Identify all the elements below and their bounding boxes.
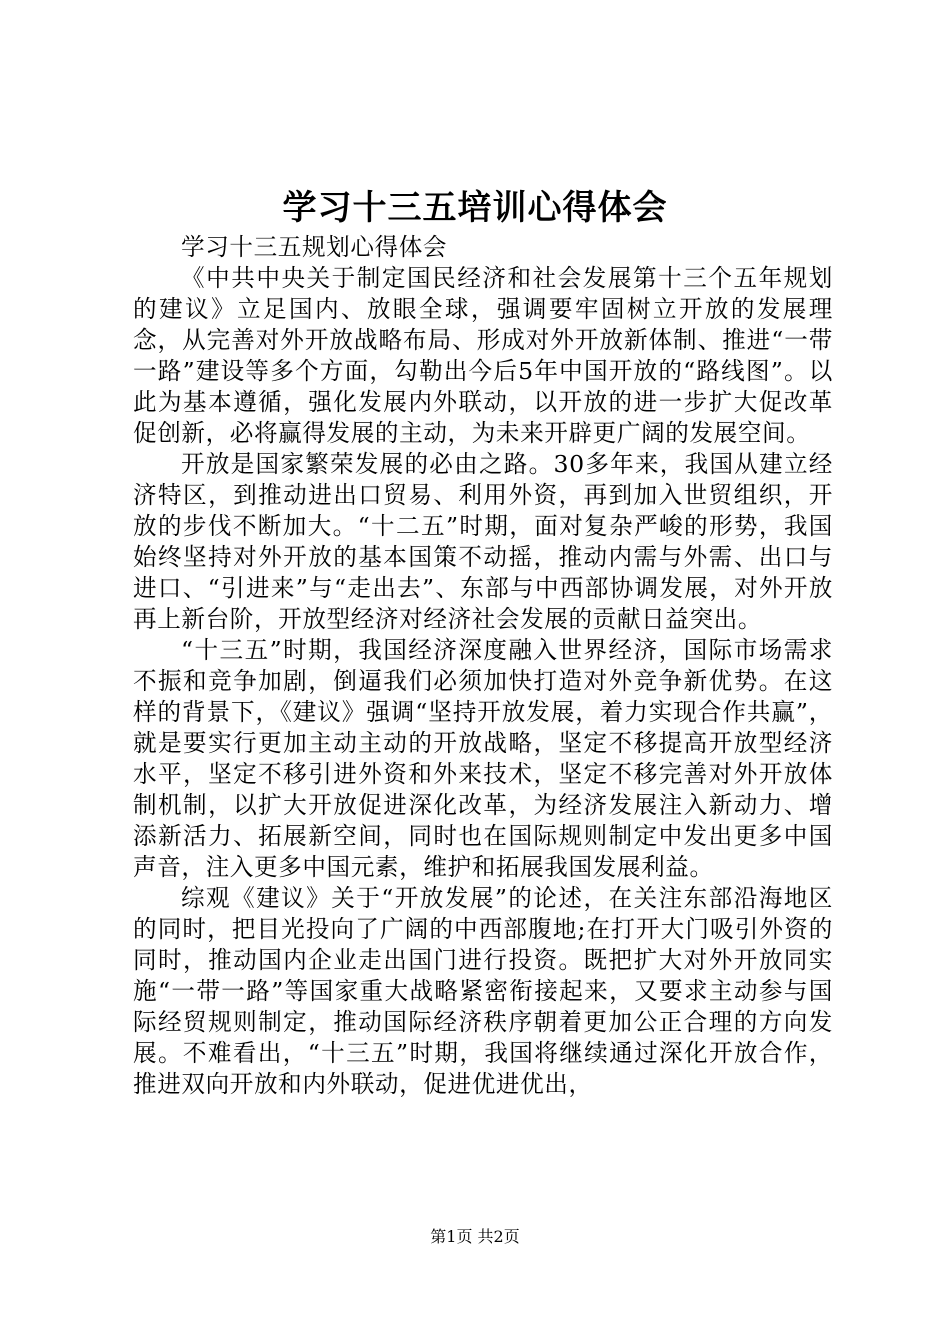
document-body: [133, 232, 833, 1100]
subtitle-paragraph: 学习十三五规划心得体会: [181, 233, 448, 261]
body-paragraph: “十三五”时期，我国经济深度融入世界经济，国际市场需求不振和竞争加剧，倒逼我们必须加快打造对外竞争新优势。在这样的背景下，《建议》强调“坚持开放发展，着力实现合作共赢”，就是要实行更加主动主动的开放战略，坚定不移提高开放型经济水平，坚定不移引进外资和外来技术，坚定不移完善对外开放体制机制，以扩大开放促进深化改革，为经济发展注入新动力、增添新活力、拓展新空间，同时也在国际规则制定中发出更多中国声音，注入更多中国元素，维护和拓展我国发展利益。: [133, 636, 833, 881]
body-paragraph: 综观《建议》关于“开放发展”的论述，在关注东部沿海地区的同时，把目光投向了广阔的中西部腹地;在打开大门吸引外资的同时，推动国内企业走出国门进行投资。既把扩大对外开放同实施“一带一路”等国家重大战略紧密衔接起来，又要求主动参与国际经贸规则制定，推动国际经济秩序朝着更加公正合理的方向发展。不难看出，“十三五”时期，我国将继续通过深化开放合作，推进双向开放和内外联动，促进优进优出，: [133, 884, 833, 1098]
body-paragraph: 《中共中央关于制定国民经济和社会发展第十三个五年规划的建议》立足国内、放眼全球，强调要牢固树立开放的发展理念，从完善对外开放战略布局、形成对外开放新体制、推进“一带一路”建设等多个方面，勾勒出今后5年中国开放的“路线图”。以此为基本遵循，强化发展内外联动，以开放的进一步扩大促改革促创新，必将赢得发展的主动，为未来开辟更广阔的发展空间。: [133, 264, 833, 447]
body-paragraph: 开放是国家繁荣发展的必由之路。30多年来，我国从建立经济特区，到推动进出口贸易、利用外资，再到加入世贸组织，开放的步伐不断加大。“十二五”时期，面对复杂严峻的形势，我国始终坚持对外开放的基本国策不动摇，推动内需与外需、出口与进口、“引进来”与“走出去”、东部与中西部协调发展，对外开放再上新台阶，开放型经济对经济社会发展的贡献日益突出。: [133, 450, 833, 633]
document-title: 学习十三五培训心得体会: [282, 188, 668, 228]
page-number-footer: 第1页 共2页: [430, 1227, 520, 1246]
